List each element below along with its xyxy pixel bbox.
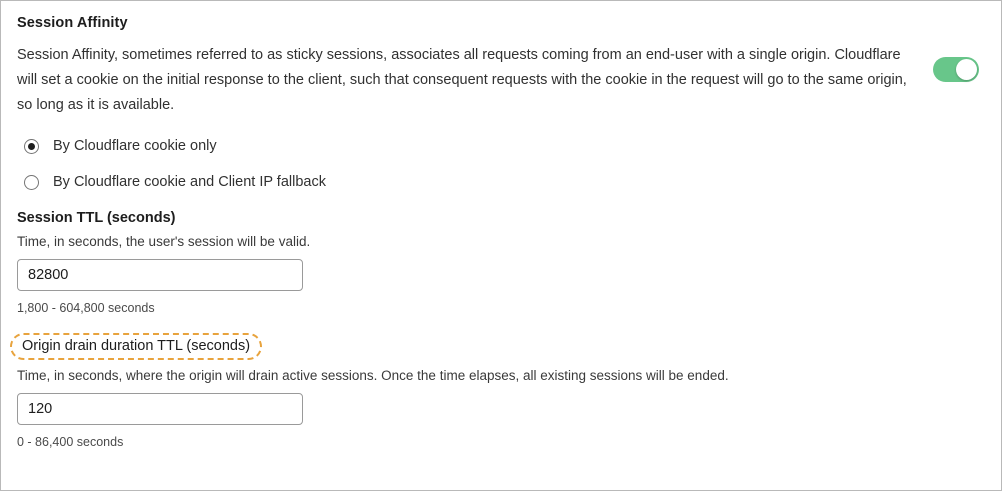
origin-drain-help: Time, in seconds, where the origin will drain active sessions. Once the time elapses, all existing sessions will be ended. xyxy=(17,368,729,383)
radio-icon[interactable] xyxy=(24,175,39,190)
radio-icon[interactable] xyxy=(24,139,39,154)
session-affinity-toggle[interactable] xyxy=(933,57,979,82)
radio-label: By Cloudflare cookie only xyxy=(53,138,217,154)
toggle-knob xyxy=(956,59,977,80)
session-ttl-range: 1,800 - 604,800 seconds xyxy=(17,301,155,315)
origin-drain-input[interactable] xyxy=(17,393,303,425)
radio-option-cookie-only[interactable] xyxy=(17,132,985,160)
origin-drain-label: Origin drain duration TTL (seconds) xyxy=(10,333,262,360)
session-ttl-input[interactable] xyxy=(17,259,303,291)
radio-option-cookie-and-ip[interactable] xyxy=(17,168,985,196)
page-title: Session Affinity xyxy=(17,15,128,31)
origin-drain-range: 0 - 86,400 seconds xyxy=(17,435,124,449)
panel-body xyxy=(1,1,1001,490)
session-ttl-label: Session TTL (seconds) xyxy=(17,210,176,226)
session-ttl-help: Time, in seconds, the user's session will be valid. xyxy=(17,234,311,249)
radio-label: By Cloudflare cookie and Client IP fallback xyxy=(53,174,326,190)
section-description: Session Affinity, sometimes referred to as sticky sessions, associates all requests coming from an end-user with a single origin. Cloudflare will set a cookie on the initial response to the client, such that consequent requests with the cookie in the request will go to the same origin, so long as it is available. xyxy=(17,47,907,113)
